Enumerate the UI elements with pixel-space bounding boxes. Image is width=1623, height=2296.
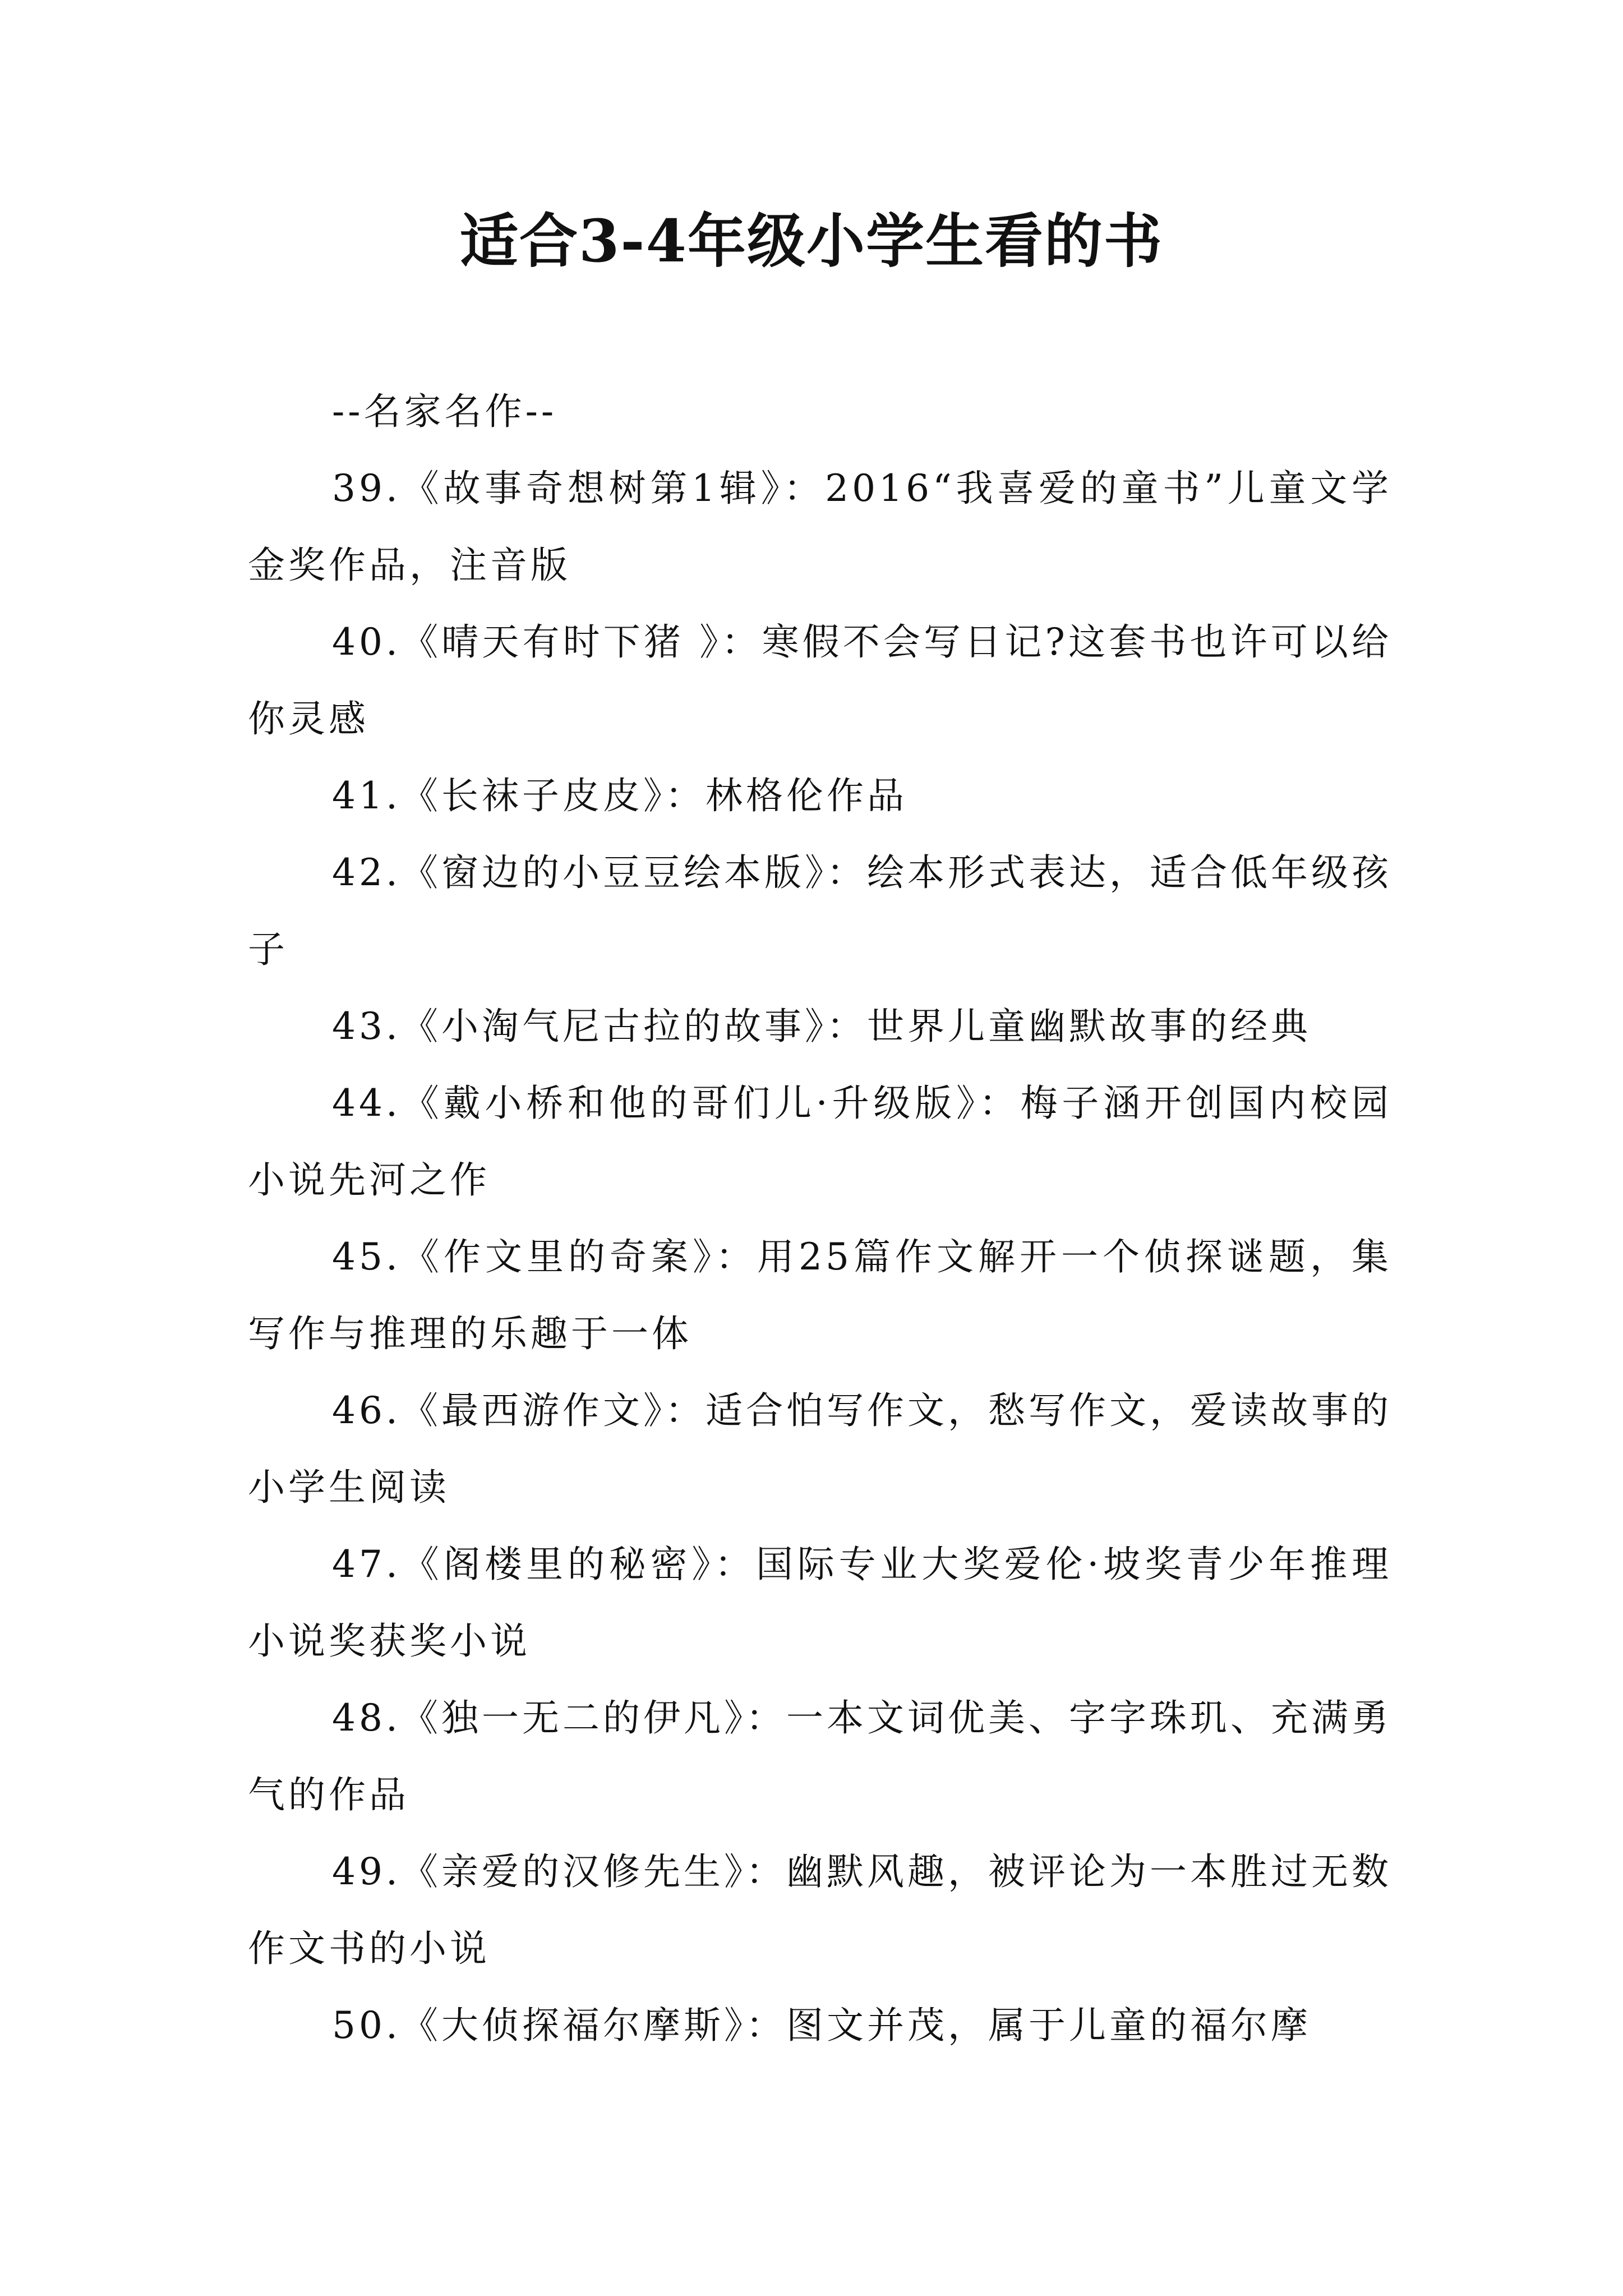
book-entry-47: 47.《阁楼里的秘密》：国际专业大奖爱伦·坡奖青少年推理小说奖获奖小说 (248, 1543, 1392, 1663)
book-entry-50: 50.《大侦探福尔摩斯》：图文并茂，属于儿童的福尔摩 (332, 2004, 1311, 2047)
book-entry-43: 43.《小淘气尼古拉的故事》：世界儿童幽默故事的经典 (332, 1005, 1311, 1048)
book-entry-45: 45.《作文里的奇案》：用25篇作文解开一个侦探谜题，集写作与推理的乐趣于一体 (248, 1235, 1392, 1355)
page-title: 适合3-4年级小学生看的书 (460, 206, 1163, 275)
book-entry-39: 39.《故事奇想树第1辑》：2016“我喜爱的童书”儿童文学金奖作品，注音版 (248, 467, 1392, 587)
section-heading: --名家名作-- (332, 390, 557, 433)
book-entry-41: 41.《长袜子皮皮》：林格伦作品 (332, 774, 907, 817)
book-entry-42: 42.《窗边的小豆豆绘本版》：绘本形式表达，适合低年级孩子 (248, 851, 1392, 971)
document-body (248, 373, 1392, 2064)
book-entry-40: 40.《晴天有时下猪 》：寒假不会写日记?这套书也许可以给你灵感 (248, 620, 1392, 740)
book-entry-46: 46.《最西游作文》：适合怕写作文，愁写作文，爱读故事的小学生阅读 (248, 1389, 1392, 1509)
book-entry-49: 49.《亲爱的汉修先生》：幽默风趣，被评论为一本胜过无数作文书的小说 (248, 1850, 1392, 1970)
book-entry-48: 48.《独一无二的伊凡》：一本文词优美、字字珠玑、充满勇气的作品 (248, 1696, 1392, 1816)
book-entry-44: 44.《戴小桥和他的哥们儿·升级版》：梅子涵开创国内校园小说先河之作 (248, 1082, 1392, 1202)
